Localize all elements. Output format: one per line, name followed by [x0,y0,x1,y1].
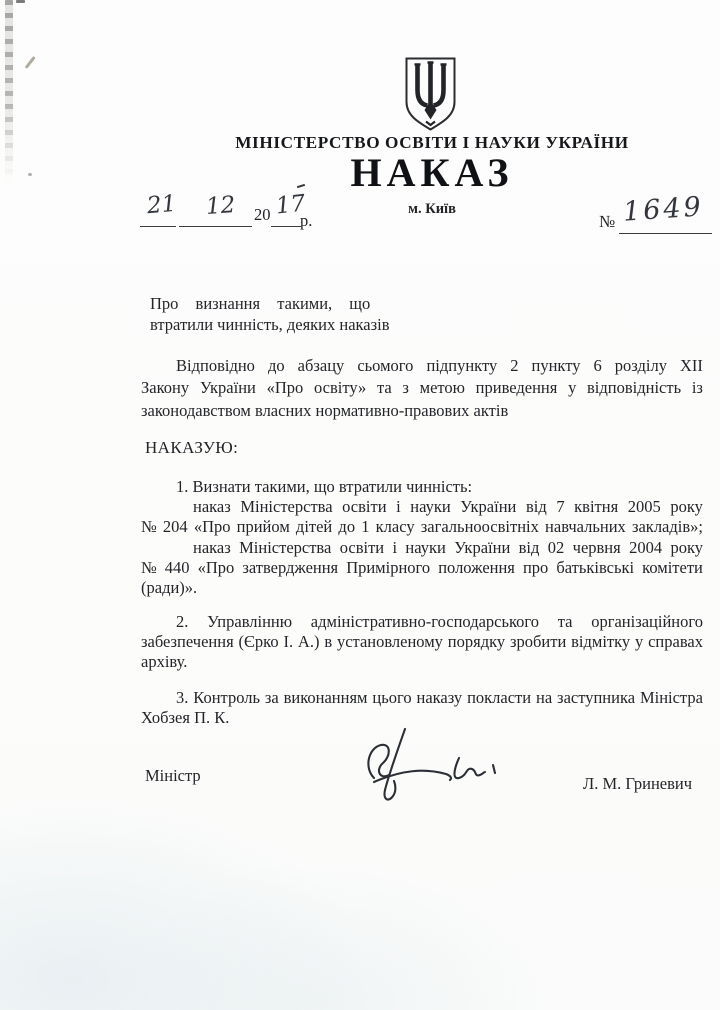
text-line: (ради)». [141,578,198,598]
signer-title: Міністр [145,766,201,785]
city-label: м. Київ [408,201,456,217]
subject-line: втратили чинність, деяких наказів [150,315,390,334]
text-line: Хобзея П. К. [141,708,230,728]
handwritten-year: 17 [274,190,307,220]
date-underline-month [179,226,252,227]
number-underline [619,233,712,234]
scan-top-mark [16,0,25,3]
text-line: 1. Визнати такими, що втратили чинність: [176,477,473,496]
decree-word: НАКАЗУЮ: [145,438,239,457]
year-suffix: р. [300,211,313,230]
text-line: № 440 «Про затвердження Примірного положення про батьківські комітети [141,557,703,577]
number-sign-label: № [599,212,616,231]
subject-block [150,293,444,335]
handwritten-month: 12 [205,192,237,220]
printed-century: 20 [254,205,271,224]
text-line: наказ Міністерства освіти і науки України від 02 червня 2004 року [193,537,703,557]
handwritten-order-number: 1649 [622,191,705,228]
handwritten-day: 21 [145,190,178,220]
signature-icon [358,724,508,808]
ministry-name: МІНІСТЕРСТВО ОСВІТИ І НАУКИ УКРАЇНИ [235,133,629,152]
text-line: архіву. [141,652,188,672]
scan-speck [28,173,32,176]
preamble-paragraph [141,355,703,422]
text-line: 2. Управлінню адміністративно-господарського та організаційного [176,612,703,631]
text-line: законодавством власних нормативно-правових актів [141,400,509,420]
subject-line: Про визнання такими, що [150,294,371,313]
text-line: 3. Контроль за виконанням цього наказу покласти на заступника Міністра [176,688,703,707]
document-type-title: НАКАЗ [350,150,514,195]
order-item-2 [141,612,703,673]
ukraine-coat-of-arms-icon [402,55,459,134]
order-item-3 [141,688,703,728]
order-item-1 [141,477,703,598]
text-line: Закону України «Про освіту» та з метою приведення у відповідність із [141,378,703,398]
pencil-mark-artifact [25,56,36,69]
text-line: забезпечення (Єрко І. А.) в установленому порядку зробити відмітку у справах [141,632,703,652]
date-underline-day [140,226,176,227]
text-line: наказ Міністерства освіти і науки України від 7 квітня 2005 року [193,497,703,517]
scan-edge-artifact [5,0,13,190]
signer-name: Л. М. Гриневич [583,774,693,793]
date-underline-year [271,226,301,227]
text-line: № 204 «Про прийом дітей до 1 класу загальноосвітніх навчальних закладів»; [141,517,703,537]
text-line: Відповідно до абзацу сьомого підпункту 2 пункту 6 розділу XII [176,356,703,375]
